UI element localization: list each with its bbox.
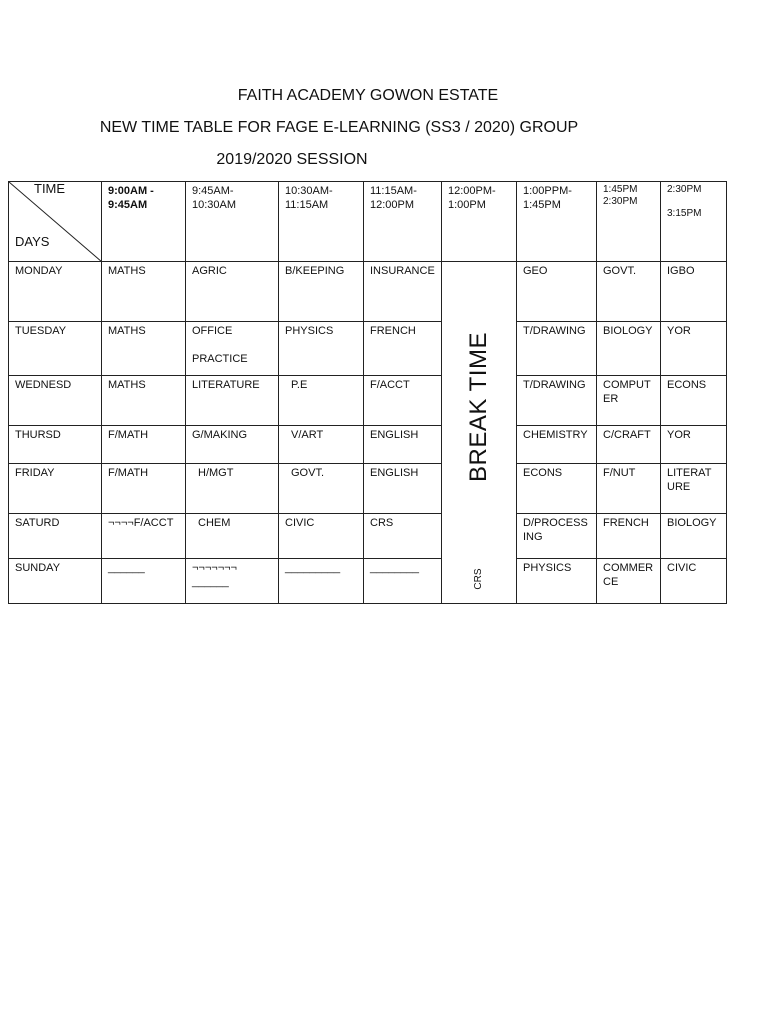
subject-cell-text: CIVIC	[667, 562, 697, 574]
subject-cell-text: F/MATH	[108, 429, 149, 441]
subject-cell	[661, 322, 727, 376]
subject-cell-text: GEO	[523, 265, 548, 277]
subject-cell-text: YOR	[667, 325, 691, 337]
period-header-text: 9:00AM - 9:45AM	[108, 185, 154, 211]
subject-cell	[661, 376, 727, 426]
subject-cell	[661, 559, 727, 604]
subject-cell	[186, 514, 279, 559]
subject-cell	[597, 376, 661, 426]
school-title: FAITH ACADEMY GOWON ESTATE	[237, 87, 499, 104]
day-label-text: SATURD	[15, 517, 60, 529]
period-header	[442, 182, 517, 262]
subject-cell-text: GOVT.	[291, 467, 325, 479]
subject-cell-text: MATHS	[108, 265, 146, 277]
subject-cell	[102, 322, 186, 376]
subject-cell-text: COMPUT ER	[603, 379, 651, 405]
subject-cell	[364, 464, 442, 514]
subject-cell-text: FRENCH	[370, 325, 416, 337]
day-label-text: TUESDAY	[15, 325, 67, 337]
subject-cell	[102, 464, 186, 514]
subject-cell-text: LITERATURE	[192, 379, 260, 391]
subject-cell-text: T/DRAWING	[523, 379, 586, 391]
subject-cell	[517, 262, 597, 322]
subject-cell-text: H/MGT	[198, 467, 234, 479]
subject-cell-text: PHYSICS	[523, 562, 572, 574]
subject-cell	[279, 376, 364, 426]
subject-cell	[279, 464, 364, 514]
subject-cell	[102, 426, 186, 464]
subject-cell	[186, 376, 279, 426]
subject-cell	[661, 514, 727, 559]
subject-cell	[661, 464, 727, 514]
day-label	[9, 376, 102, 426]
session-title: 2019/2020 SESSION	[216, 151, 368, 168]
subject-cell-text: ______	[108, 562, 145, 574]
subject-cell	[597, 559, 661, 604]
subject-cell-text: OFFICE PRACTICE	[192, 325, 248, 365]
day-label-text: MONDAY	[15, 265, 63, 277]
timetable-subtitle: NEW TIME TABLE FOR FAGE E-LEARNING (SS3 / 2020) GROUP	[99, 119, 579, 136]
subject-cell-text: COMMER CE	[603, 562, 654, 588]
subject-cell-text: ECONS	[667, 379, 707, 391]
subject-cell	[102, 376, 186, 426]
period-header-text: 11:15AM- 12:00PM	[370, 185, 417, 211]
subject-cell-text: T/DRAWING	[523, 325, 586, 337]
subject-cell	[102, 559, 186, 604]
subject-cell-text: P.E	[291, 379, 308, 391]
table-row	[9, 514, 727, 559]
subject-cell-text: ENGLISH	[370, 467, 419, 479]
subject-cell	[364, 559, 442, 604]
subject-cell	[279, 426, 364, 464]
subject-cell-text: D/PROCESS ING	[523, 517, 588, 543]
day-label	[9, 559, 102, 604]
period-header-text: 1:00PPM- 1:45PM	[523, 185, 572, 211]
period-header-text: 1:45PM 2:30PM	[603, 184, 638, 207]
subject-cell-text: BIOLOGY	[603, 325, 653, 337]
subject-cell-text: AGRIC	[192, 265, 227, 277]
corner-days-label: DAYS	[15, 234, 50, 249]
day-label	[9, 262, 102, 322]
table-row	[9, 262, 727, 322]
day-label	[9, 426, 102, 464]
subject-cell-text: YOR	[667, 429, 691, 441]
subject-cell-text: MATHS	[108, 379, 146, 391]
period-header	[186, 182, 279, 262]
day-label-text: WEDNESD	[15, 379, 72, 391]
subject-cell-text: INSURANCE	[370, 265, 435, 277]
subject-cell	[279, 262, 364, 322]
period-header	[102, 182, 186, 262]
subject-cell-text: BIOLOGY	[667, 517, 717, 529]
subject-cell	[364, 262, 442, 322]
subject-cell-text: F/ACCT	[370, 379, 410, 391]
subject-cell	[517, 514, 597, 559]
period-header-text: 12:00PM- 1:00PM	[448, 185, 496, 211]
subject-cell	[517, 322, 597, 376]
period-header-text: 2:30PM 3:15PM	[667, 184, 702, 219]
subject-cell	[102, 262, 186, 322]
break-crs-label: CRS	[473, 568, 484, 590]
subject-cell-text: ENGLISH	[370, 429, 419, 441]
subject-cell-text: G/MAKING	[192, 429, 248, 441]
subject-cell	[279, 322, 364, 376]
subject-cell-text: ECONS	[523, 467, 563, 479]
subject-cell-text: _________	[285, 562, 341, 574]
table-row	[9, 376, 727, 426]
day-label	[9, 322, 102, 376]
subject-cell-text: ________	[370, 562, 419, 574]
period-header-text: 9:45AM- 10:30AM	[192, 185, 237, 211]
subject-cell	[279, 514, 364, 559]
subject-cell-text: ¬¬¬¬F/ACCT	[108, 517, 174, 529]
subject-cell	[364, 322, 442, 376]
subject-cell	[186, 262, 279, 322]
subject-cell-text: IGBO	[667, 265, 695, 277]
day-label-text: SUNDAY	[15, 562, 61, 574]
period-header-text: 10:30AM- 11:15AM	[285, 185, 333, 211]
subject-cell	[279, 559, 364, 604]
period-header	[364, 182, 442, 262]
subject-cell	[597, 514, 661, 559]
corner-cell	[9, 182, 102, 262]
break-time-cell	[442, 262, 517, 604]
subject-cell-text: FRENCH	[603, 517, 649, 529]
subject-cell-text: F/MATH	[108, 467, 149, 479]
subject-cell	[186, 426, 279, 464]
subject-cell	[517, 464, 597, 514]
subject-cell-text: C/CRAFT	[603, 429, 651, 441]
subject-cell	[517, 559, 597, 604]
subject-cell	[597, 322, 661, 376]
day-label-text: FRIDAY	[15, 467, 55, 479]
period-header	[661, 182, 727, 262]
subject-cell-text: MATHS	[108, 325, 146, 337]
timetable	[8, 181, 727, 604]
subject-cell-text: CHEMISTRY	[523, 429, 588, 441]
subject-cell-text: PHYSICS	[285, 325, 334, 337]
table-row	[9, 426, 727, 464]
table-row	[9, 464, 727, 514]
subject-cell-text: CHEM	[198, 517, 231, 529]
subject-cell	[597, 464, 661, 514]
subject-cell	[364, 426, 442, 464]
day-label	[9, 464, 102, 514]
period-header	[517, 182, 597, 262]
subject-cell-text: B/KEEPING	[285, 265, 345, 277]
corner-time-label: TIME	[34, 181, 66, 196]
subject-cell	[186, 559, 279, 604]
subject-cell	[597, 262, 661, 322]
period-header	[597, 182, 661, 262]
subject-cell	[517, 426, 597, 464]
table-row	[9, 559, 727, 604]
subject-cell	[186, 322, 279, 376]
subject-cell	[186, 464, 279, 514]
break-time-label: BREAK TIME	[465, 332, 492, 482]
subject-cell	[661, 262, 727, 322]
subject-cell	[364, 514, 442, 559]
subject-cell-text: CIVIC	[285, 517, 315, 529]
subject-cell	[102, 514, 186, 559]
table-row	[9, 322, 727, 376]
day-label	[9, 514, 102, 559]
subject-cell-text: LITERAT URE	[667, 467, 712, 493]
subject-cell-text: GOVT.	[603, 265, 637, 277]
subject-cell-text: ¬¬¬¬¬¬¬ ______	[192, 562, 237, 588]
subject-cell-text: F/NUT	[603, 467, 636, 479]
day-label-text: THURSD	[15, 429, 61, 441]
subject-cell-text: V/ART	[291, 429, 324, 441]
subject-cell	[597, 426, 661, 464]
subject-cell	[517, 376, 597, 426]
period-header	[279, 182, 364, 262]
subject-cell	[364, 376, 442, 426]
subject-cell	[661, 426, 727, 464]
header-row	[9, 182, 727, 262]
subject-cell-text: CRS	[370, 517, 394, 529]
